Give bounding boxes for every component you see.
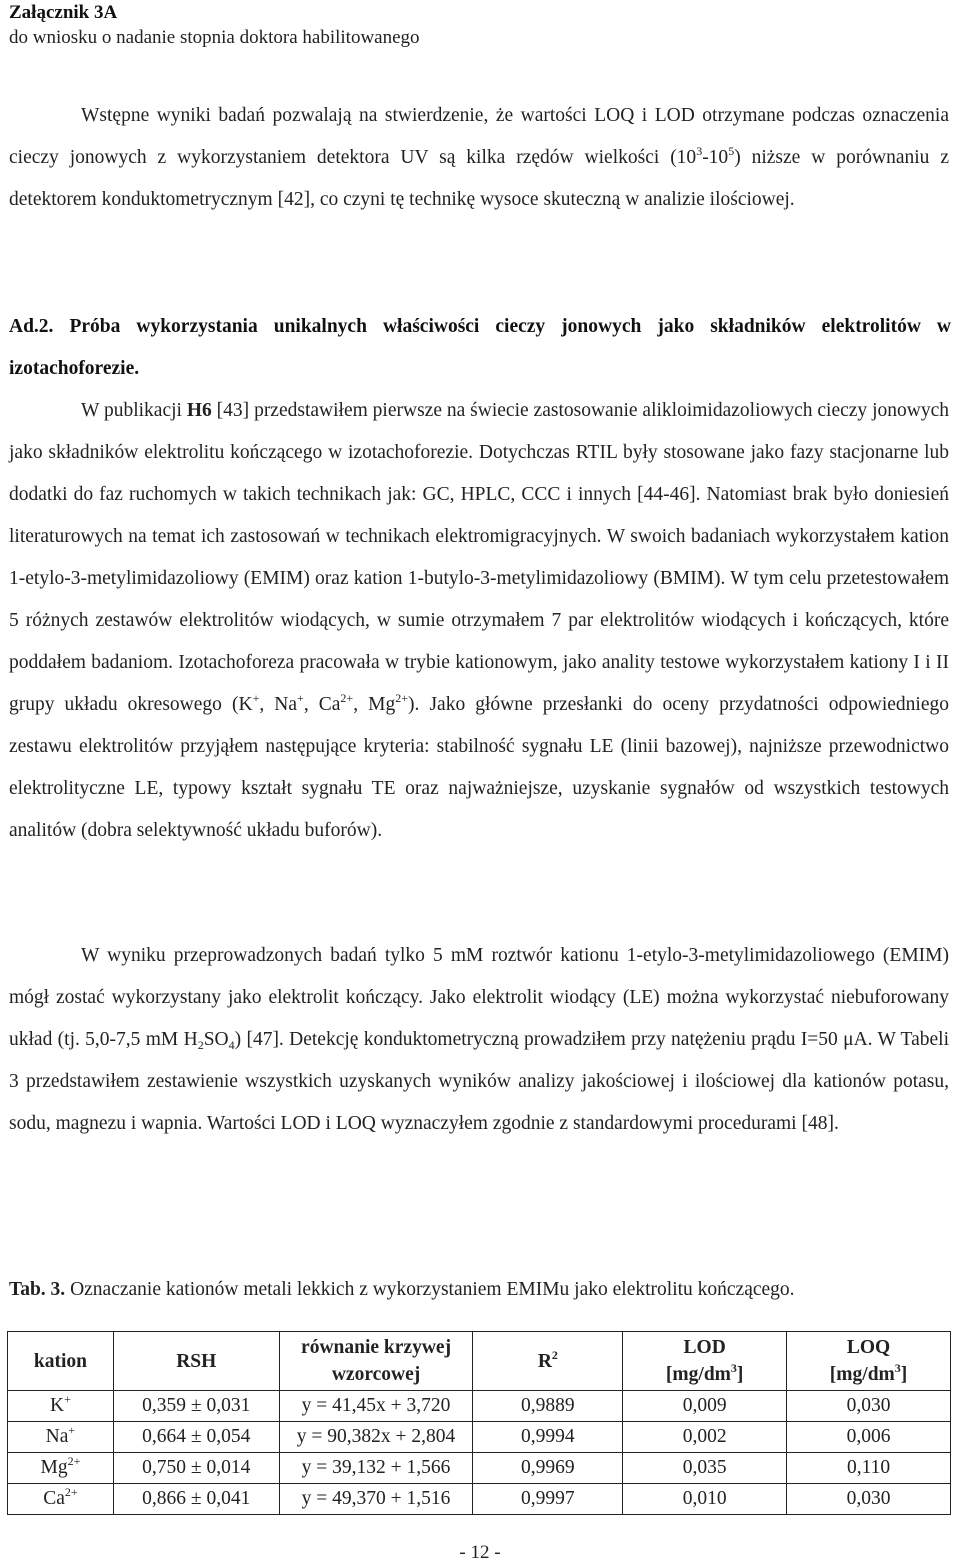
cell-rsh: 0,750 ± 0,014 (113, 1453, 279, 1484)
p2-sup-4: 2+ (395, 691, 409, 705)
ion-charge: + (64, 1392, 71, 1406)
table-row (8, 1484, 951, 1515)
p2-text-2: [43] przedstawiłem pierwsze na świecie zastosowanie alikloimidazoliowych cieczy jonowych jako składników elektrolitu kończącego w izotachoforezie. Dotychczas RTIL były stosowane jako fazy stacjonarne lub dodatki do faz ruchomych w takich technikach jak: GC, HPLC, CCC i innych [44-46]. Natomiast brak było doniesień literaturowych na temat ich zastosowań w technikach elektromigracyjnych. W swoich badaniach wykorzystałem kation 1-etylo-3-metylimidazoliowy (EMIM) oraz kation 1-butylo-3-metylimidazoliowy (BMIM). W tym celu przetestowałem 5 różnych zestawów elektrolitów wiodących, w sumie otrzymałem 7 par elektrolitów wiodących i kończących, które poddałem badaniom. Izotachoforeza pracowała w trybie kationowym, jako anality testowe wykorzystałem kationy I i II grupy układu okresowego (K (9, 400, 949, 715)
col-header-rsh: RSH (113, 1332, 279, 1391)
ion-charge: + (68, 1423, 76, 1437)
results-table (7, 1331, 951, 1515)
cell-loq: 0,030 (787, 1484, 951, 1515)
cell-r2: 0,9889 (473, 1391, 623, 1422)
cell-lod: 0,010 (623, 1484, 787, 1515)
cell-kation (8, 1484, 114, 1515)
cell-r2: 0,9997 (473, 1484, 623, 1515)
ion-symbol: K (50, 1395, 65, 1416)
intro-sup-2: 5 (728, 144, 735, 158)
cell-lod: 0,035 (623, 1453, 787, 1484)
page-number: - 12 - (459, 1542, 501, 1563)
body-paragraph-2 (9, 935, 949, 1145)
ion-symbol: Ca (43, 1488, 65, 1509)
cell-rsh: 0,664 ± 0,054 (113, 1422, 279, 1453)
cell-kation (8, 1422, 114, 1453)
cell-rsh: 0,359 ± 0,031 (113, 1391, 279, 1422)
p2-text-3: , Na (259, 694, 298, 715)
annex-title: Załącznik 3A (9, 2, 118, 23)
p3-text-2: SO (203, 1029, 229, 1050)
loq-unit-close: ] (900, 1364, 908, 1385)
intro-text-3: ) niższe w porównaniu z detektorem konduktometrycznym [42], co czyni tę technikę wysoce skuteczną w analizie ilościowej. (9, 147, 949, 210)
intro-sup-1: 3 (696, 144, 703, 158)
cell-equation: y = 39,132 + 1,566 (279, 1453, 473, 1484)
p2-sup-2: + (297, 691, 304, 705)
loq-unit: [mg/dm (829, 1364, 895, 1385)
p3-sub-2: 4 (228, 1038, 235, 1052)
ion-symbol: Na (45, 1426, 69, 1447)
p2-sup-1: + (252, 691, 260, 705)
cell-lod: 0,009 (623, 1391, 787, 1422)
cell-loq: 0,006 (787, 1422, 951, 1453)
p2-text-6: ). Jako główne przesłanki do oceny przydatności odpowiedniego zestawu elektrolitów przyjąłem następujące kryteria: stabilność sygnału LE (linii bazowej), najniższe przewodnictwo elektrolityczne LE, typowy kształt sygnału TE oraz najważniejsze, uzyskanie sygnałów od wszystkich testowych analitów (dobra selektywność układu buforów). (9, 694, 950, 841)
lod-unit-sup: 3 (730, 1361, 737, 1375)
p2-text-1: W publikacji (81, 400, 187, 421)
cell-r2: 0,9969 (473, 1453, 623, 1484)
cell-equation: y = 41,45x + 3,720 (279, 1391, 473, 1422)
ion-symbol: Mg (40, 1457, 68, 1478)
body-paragraph-1 (9, 390, 949, 852)
table-row (8, 1391, 951, 1422)
publication-ref: H6 (186, 400, 212, 421)
p2-text-4: , Ca (303, 694, 341, 715)
ion-charge: 2+ (67, 1454, 81, 1468)
r2-label: R (537, 1350, 552, 1372)
table-row (8, 1453, 951, 1484)
intro-text-2: -10 (702, 147, 729, 168)
col-header-kation: kation (8, 1332, 114, 1391)
lod-unit: [mg/dm (665, 1364, 731, 1385)
r2-sup: 2 (551, 1347, 558, 1362)
ion-charge: 2+ (64, 1485, 78, 1499)
cell-loq: 0,030 (787, 1391, 951, 1422)
cell-equation: y = 49,370 + 1,516 (279, 1484, 473, 1515)
section-heading: Ad.2. Próba wykorzystania unikalnych właściwości cieczy jonowych jako składników elektrolitów w izotachoforezie. (9, 316, 951, 379)
loq-unit-sup: 3 (894, 1361, 901, 1375)
cell-kation (8, 1453, 114, 1484)
table-row (8, 1422, 951, 1453)
p2-text-5: , Mg (353, 694, 396, 715)
table-caption-text: Oznaczanie kationów metali lekkich z wykorzystaniem EMIMu jako elektrolitu kończącego. (65, 1279, 795, 1300)
col-header-rownanie: równanie krzywej wzorcowej (279, 1332, 473, 1391)
cell-equation: y = 90,382x + 2,804 (279, 1422, 473, 1453)
lod-label: LOD (683, 1337, 726, 1358)
p3-text-1: W wyniku przeprowadzonych badań tylko 5 mM roztwór kationu 1-etylo-3-metylimidazoliowego (EMIM) mógł zostać wykorzystany jako elektrolit kończący. Jako elektrolit wiodący (LE) można wykorzystać niebuforowany układ (tj. 5,0-7,5 mM H (9, 945, 949, 1050)
cell-r2: 0,9994 (473, 1422, 623, 1453)
table-header-row (8, 1332, 951, 1391)
cell-lod: 0,002 (623, 1422, 787, 1453)
p2-sup-3: 2+ (340, 691, 354, 705)
loq-label: LOQ (846, 1337, 891, 1358)
results-table-wrapper (7, 1331, 951, 1515)
cell-loq: 0,110 (787, 1453, 951, 1484)
col-header-r2 (473, 1332, 623, 1391)
table-caption (9, 1276, 949, 1304)
cell-rsh: 0,866 ± 0,041 (113, 1484, 279, 1515)
col-header-loq (787, 1332, 951, 1391)
lod-unit-close: ] (736, 1364, 744, 1385)
annex-subtitle: do wniosku o nadanie stopnia doktora habilitowanego (9, 27, 420, 48)
intro-text-1: Wstępne wyniki badań pozwalają na stwierdzenie, że wartości LOQ i LOD otrzymane podczas oznaczenia cieczy jonowych z wykorzystaniem detektora UV są kilka rzędów wielkości (10 (9, 105, 949, 168)
p3-text-3: ) [47]. Detekcję konduktometryczną prowadziłem przy natężeniu prądu I=50 μA. W Tabeli 3 przedstawiłem zestawienie wszystkich uzyskanych wyników analizy jakościowej i ilościowej dla kationów potasu, sodu, magnezu i wapnia. Wartości LOD i LOQ wyznaczyłem zgodnie z standardowymi procedurami [48]. (9, 1029, 949, 1134)
table-caption-label: Tab. 3. (9, 1279, 66, 1300)
p3-sub-1: 2 (197, 1038, 204, 1052)
intro-paragraph (9, 95, 949, 221)
cell-kation (8, 1391, 114, 1422)
col-header-lod (623, 1332, 787, 1391)
